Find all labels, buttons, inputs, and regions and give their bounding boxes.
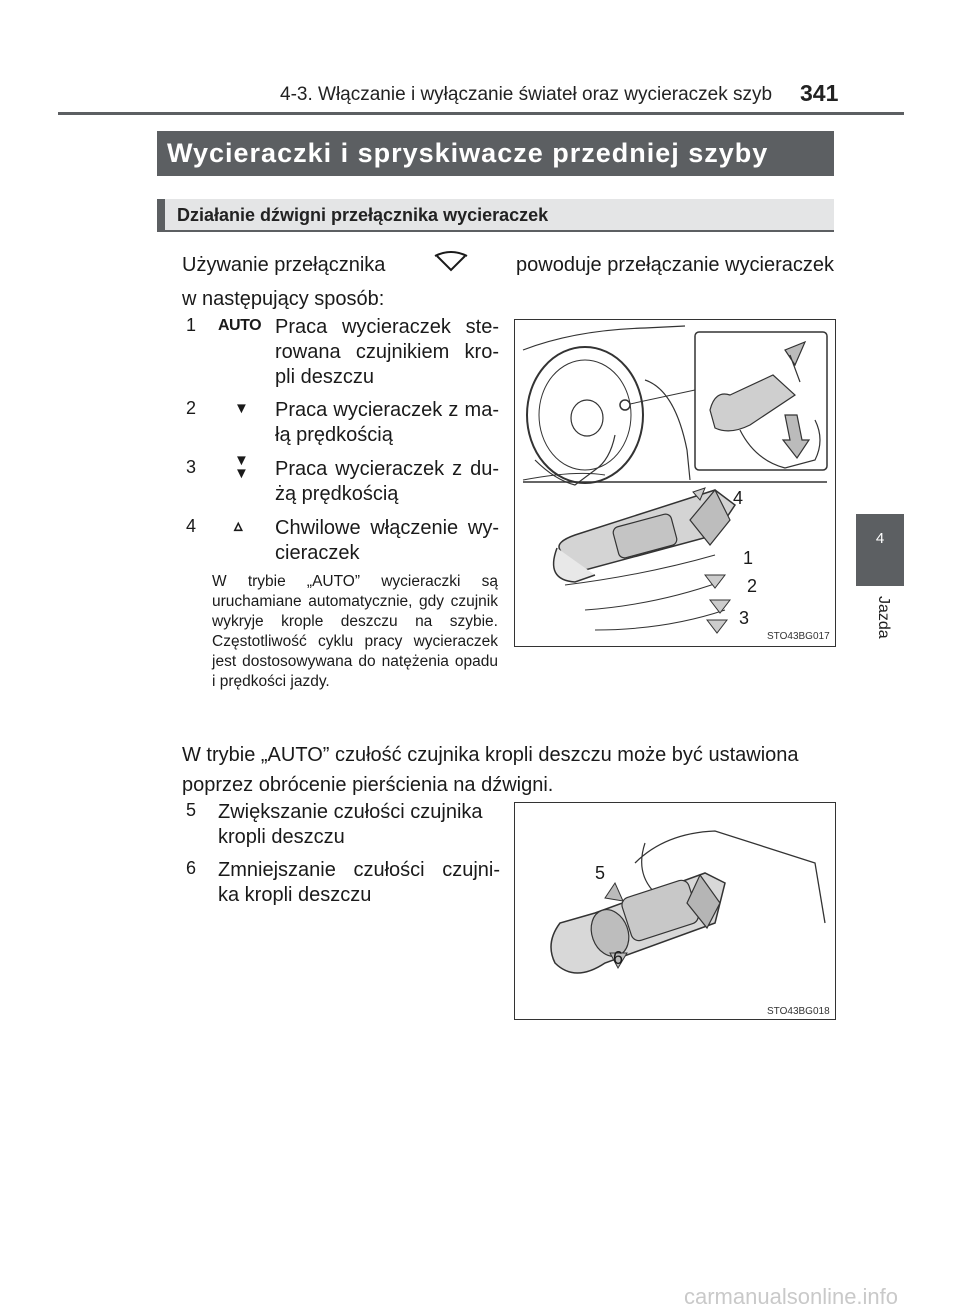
chapter-number: 4 <box>875 530 885 547</box>
figure-code: STO43BG017 <box>767 631 830 642</box>
chapter-label: Jazda <box>875 596 892 639</box>
wiper-lever-illustration <box>515 320 835 646</box>
page-number: 341 <box>800 80 839 106</box>
intro-line-1 <box>182 250 834 281</box>
figure-code: STO43BG018 <box>767 1006 830 1017</box>
chapter-tab <box>856 514 904 586</box>
figure-label: 4 <box>733 488 744 508</box>
item-text: Chwilowe włączenie wy- cieraczek <box>275 517 499 564</box>
intro-text-a: Używanie przełącznika <box>182 254 386 276</box>
item-number: 6 <box>186 858 197 878</box>
page-title: Wycieraczki i spryskiwacze przedniej szyby <box>157 131 834 176</box>
item-text: Zmniejszanie czułości czujni- ka kropli deszczu <box>218 859 500 906</box>
mist-symbol: ▵ <box>234 516 243 535</box>
item-number: 2 <box>186 398 197 418</box>
watermark: carmanualsonline.info <box>684 1284 899 1309</box>
intro-text-b: powoduje przełączanie wycieraczek <box>516 254 834 276</box>
sensitivity-ring-figure <box>514 802 836 1020</box>
item-number: 1 <box>186 315 197 335</box>
item-text: Praca wycieraczek z du- żą prędkością <box>275 458 499 505</box>
auto-mode-note: W trybie „AUTO” wycieraczki są uruchamiane automatycznie, gdy czujnik wykryje krople deszczu na szybie. Częstotliwość cyklu pracy wycieraczek jest dostosowywana do natężenia opadu i prędkości jazdy. <box>212 573 498 690</box>
auto-symbol: AUTO <box>218 317 262 334</box>
sensitivity-paragraph: W trybie „AUTO” czułość czujnika kropli deszczu może być ustawiona poprzez obrócenie pierścienia na dźwigni. <box>182 744 799 796</box>
figure-label: 6 <box>613 948 624 968</box>
figure-label: 1 <box>743 548 754 568</box>
item-text: Praca wycieraczek z ma- łą prędkością <box>275 399 499 446</box>
intro-line-2: w następujący sposób: <box>182 288 385 310</box>
sensitivity-ring-illustration <box>515 803 835 1019</box>
section-title: 4-3. Włączanie i wyłączanie świateł oraz wycieraczek szyb <box>280 84 773 105</box>
item-text: Praca wycieraczek ste- rowana czujnikiem kro- pli deszczu <box>275 316 499 388</box>
item-number: 5 <box>186 800 197 820</box>
subsection-title: Działanie dźwigni przełącznika wycieraczek <box>157 199 834 232</box>
wiper-lever-figure <box>514 319 836 647</box>
item-number: 3 <box>186 457 197 477</box>
figure-label: 2 <box>747 576 758 596</box>
high-speed-symbol: ▼▼ <box>234 452 249 482</box>
item-text: Zwiększanie czułości czujnika kropli deszczu <box>218 801 483 848</box>
item-number: 4 <box>186 516 197 536</box>
figure-label: 3 <box>739 608 750 628</box>
header-rule <box>58 112 904 115</box>
figure-label: 5 <box>595 863 606 883</box>
wiper-switch-icon <box>421 250 481 281</box>
low-speed-symbol: ▼ <box>234 400 249 417</box>
